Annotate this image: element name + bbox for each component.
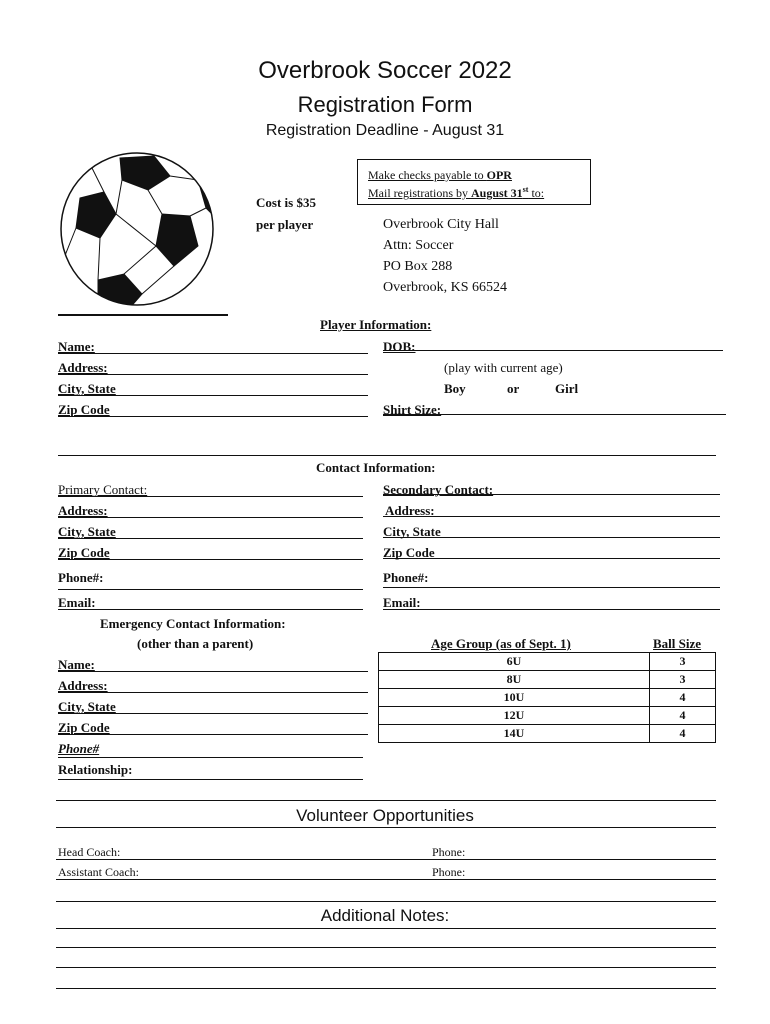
secondary-city-state-label: City, State <box>383 524 441 539</box>
age-cell: 10U <box>379 689 650 707</box>
ball-cell: 3 <box>650 671 716 689</box>
payment-instructions-box <box>357 159 591 205</box>
address-line: Attn: Soccer <box>383 238 454 253</box>
age-cell: 8U <box>379 671 650 689</box>
primary-contact-field[interactable] <box>58 496 363 497</box>
player-zip-label: Zip Code <box>58 402 110 417</box>
table-row <box>379 707 716 725</box>
emergency-name-label: Name: <box>58 657 95 672</box>
secondary-contact-label: Secondary Contact: <box>383 482 494 497</box>
section-divider <box>58 455 716 456</box>
assistant-coach-field[interactable] <box>56 879 716 880</box>
checks-prefix: Make checks payable to <box>368 168 487 182</box>
volunteer-heading: Volunteer Opportunities <box>296 806 474 825</box>
player-name-field[interactable] <box>58 353 368 354</box>
mail-date: August 31 <box>470 186 523 200</box>
secondary-zip-label: Zip Code <box>383 545 435 560</box>
secondary-phone-label: Phone#: <box>383 570 429 585</box>
player-address-label: Address: <box>58 360 108 375</box>
notes-line[interactable] <box>56 947 716 948</box>
ball-cell: 4 <box>650 689 716 707</box>
head-coach-label: Head Coach: <box>58 845 121 859</box>
notes-heading: Additional Notes: <box>320 906 450 925</box>
shirt-size-label: Shirt Size: <box>383 402 442 417</box>
gender-girl-option[interactable]: Girl <box>555 381 579 396</box>
gender-boy-option[interactable]: Boy <box>444 381 466 396</box>
gender-or-text: or <box>507 381 520 396</box>
section-divider <box>56 901 716 902</box>
address-line: Overbrook, KS 66524 <box>383 280 508 295</box>
contact-info-heading: Contact Information: <box>316 460 436 475</box>
age-note: (play with current age) <box>444 360 563 375</box>
relationship-label: Relationship: <box>58 762 133 777</box>
emergency-phone-field[interactable] <box>58 757 363 758</box>
ball-cell: 4 <box>650 707 716 725</box>
primary-email-label: Email: <box>58 595 96 610</box>
head-coach-field[interactable] <box>56 859 716 860</box>
player-city-state-label: City, State <box>58 381 116 396</box>
mail-suffix: to: <box>528 186 545 200</box>
player-dob-label: DOB: <box>383 339 416 354</box>
table-row <box>379 671 716 689</box>
secondary-phone-field[interactable] <box>383 587 720 588</box>
secondary-city-state-field[interactable] <box>383 537 720 538</box>
emergency-subheading: (other than a parent) <box>137 636 254 651</box>
secondary-email-label: Email: <box>383 595 421 610</box>
checks-payee: OPR <box>486 168 512 182</box>
cost-line-2: per player <box>256 217 314 232</box>
primary-address-field[interactable] <box>58 517 363 518</box>
emergency-city-state-field[interactable] <box>58 713 368 714</box>
player-dob-field[interactable] <box>383 350 723 351</box>
cost-line-1: Cost is $35 <box>256 195 316 210</box>
age-group-table <box>378 652 716 743</box>
player-zip-field[interactable] <box>58 416 368 417</box>
emergency-address-field[interactable] <box>58 692 368 693</box>
registration-deadline: Registration Deadline - August 31 <box>265 122 505 139</box>
primary-zip-field[interactable] <box>58 559 363 560</box>
emergency-name-field[interactable] <box>58 671 368 672</box>
ball-cell: 3 <box>650 653 716 671</box>
primary-address-label: Address: <box>58 503 108 518</box>
primary-city-state-label: City, State <box>58 524 116 539</box>
notes-line[interactable] <box>56 928 716 929</box>
table-row <box>379 689 716 707</box>
relationship-field[interactable] <box>58 779 363 780</box>
player-name-label: Name: <box>58 339 95 354</box>
assistant-coach-label: Assistant Coach: <box>58 865 139 879</box>
player-info-heading: Player Information: <box>320 317 432 332</box>
primary-zip-label: Zip Code <box>58 545 110 560</box>
secondary-zip-field[interactable] <box>383 558 720 559</box>
emergency-heading: Emergency Contact Information: <box>100 616 286 631</box>
mail-date-sup: st <box>522 185 529 194</box>
assistant-coach-phone-label: Phone: <box>432 865 466 879</box>
primary-phone-label: Phone#: <box>58 570 104 585</box>
player-address-field[interactable] <box>58 374 368 375</box>
ball-cell: 4 <box>650 725 716 743</box>
section-divider <box>56 827 716 828</box>
mailing-address <box>383 214 507 298</box>
secondary-contact-field[interactable] <box>383 494 720 495</box>
age-group-header: Age Group (as of Sept. 1) <box>431 636 571 651</box>
secondary-address-label: Address: <box>385 503 435 518</box>
emergency-address-label: Address: <box>58 678 108 693</box>
age-cell: 6U <box>379 653 650 671</box>
mail-prefix: Mail registrations by <box>368 186 471 200</box>
mail-by-line <box>368 185 544 201</box>
ball-underline <box>58 314 228 316</box>
primary-contact-label: Primary Contact: <box>58 482 148 497</box>
player-city-state-field[interactable] <box>58 395 368 396</box>
table-row <box>379 653 716 671</box>
primary-phone-field[interactable] <box>58 589 363 590</box>
address-line: PO Box 288 <box>383 259 453 274</box>
ball-size-header: Ball Size <box>653 636 702 651</box>
emergency-city-state-label: City, State <box>58 699 116 714</box>
form-subtitle: Registration Form <box>297 92 473 117</box>
emergency-zip-label: Zip Code <box>58 720 110 735</box>
soccer-ball-icon <box>58 150 216 308</box>
checks-payable-line <box>368 168 512 183</box>
form-title: Overbrook Soccer 2022 <box>258 57 512 84</box>
notes-line[interactable] <box>56 967 716 968</box>
emergency-zip-field[interactable] <box>58 734 368 735</box>
secondary-address-field[interactable] <box>383 516 720 517</box>
secondary-email-field[interactable] <box>383 609 720 610</box>
primary-city-state-field[interactable] <box>58 538 363 539</box>
age-cell: 14U <box>379 725 650 743</box>
address-line: Overbrook City Hall <box>383 217 499 232</box>
shirt-size-field[interactable] <box>383 414 726 415</box>
section-divider <box>56 800 716 801</box>
age-cell: 12U <box>379 707 650 725</box>
emergency-phone-label: Phone# <box>58 741 100 756</box>
notes-line[interactable] <box>56 988 716 989</box>
primary-email-field[interactable] <box>58 609 363 610</box>
head-coach-phone-label: Phone: <box>432 845 466 859</box>
table-row <box>379 725 716 743</box>
